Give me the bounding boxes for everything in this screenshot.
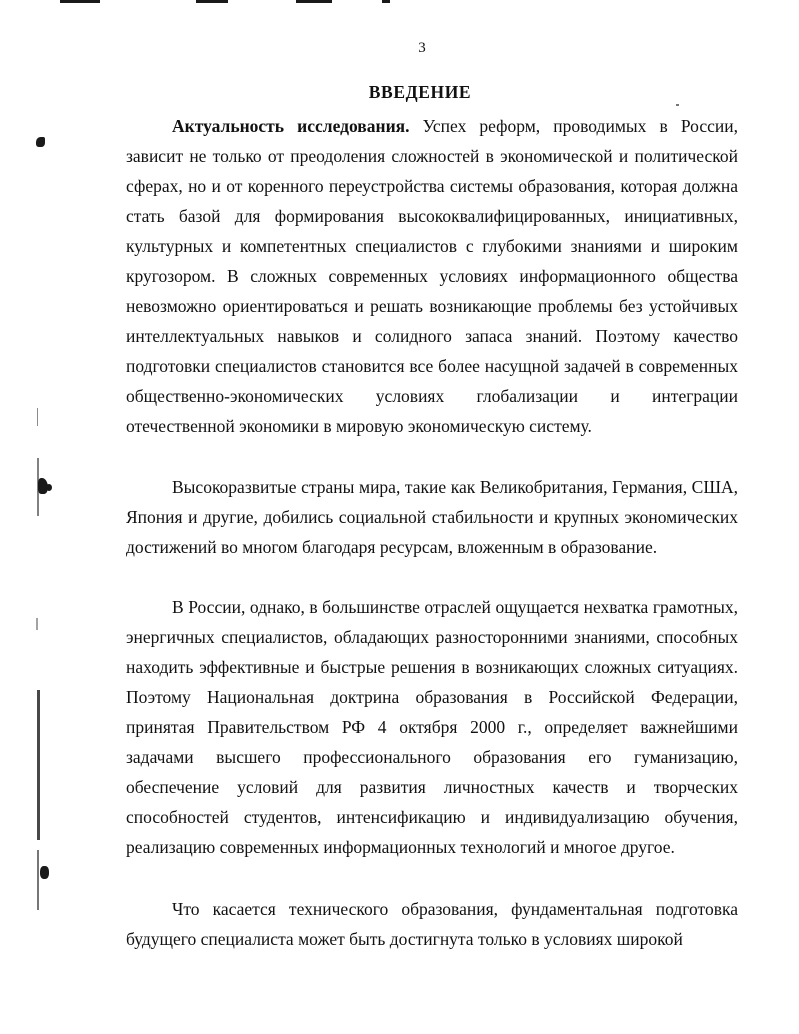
paragraph-russia <box>126 592 738 862</box>
scan-artifact <box>37 408 38 426</box>
paragraph-text: Что касается технического образования, фундаментальная подготовка будущего специалиста может быть достигнута только в условиях широкой <box>126 899 738 949</box>
scan-artifact <box>296 0 332 3</box>
scan-artifact <box>676 104 679 106</box>
scan-artifact <box>196 0 228 3</box>
scan-artifact <box>37 850 39 910</box>
scan-artifact <box>36 618 38 630</box>
scan-artifact <box>40 866 49 879</box>
scan-artifact <box>46 484 52 491</box>
scan-artifact <box>36 137 45 147</box>
paragraph-lead: Актуальность исследования. <box>172 116 410 136</box>
paragraph-text: Высокоразвитые страны мира, такие как Великобритания, Германия, США, Япония и другие, добились социальной стабильности и крупных экономических достижений во многом благодаря ресурсам, вложенным в образование. <box>126 477 738 557</box>
scan-artifact <box>382 0 390 3</box>
paragraph-technical-education <box>126 894 738 954</box>
paragraph-text: Успех реформ, проводимых в России, зависит не только от преодоления сложностей в экономической и политической сферах, но и от коренного переустройства системы образования, которая должна стать базой для формирования высококвалифицированных, инициативных, культурных и компетентных специалистов с глубокими знаниями и широким кругозором. В сложных современных условиях информационного общества невозможно ориентироваться и решать возникающие проблемы без устойчивых интеллектуальных навыков и солидного запаса знаний. Поэтому качество подготовки специалистов становится все более насущной задачей в современных общественно-экономических условиях глобализации и интеграции отечественной экономики в мировую экономическую систему. <box>126 116 738 436</box>
paragraph-relevance <box>126 111 738 441</box>
section-title: ВВЕДЕНИЕ <box>368 82 472 102</box>
paragraph-developed-countries <box>126 472 738 562</box>
page-number: 3 <box>418 40 426 56</box>
scan-artifact <box>37 690 40 840</box>
paragraph-text: В России, однако, в большинстве отраслей ощущается нехватка грамотных, энергичных специалистов, обладающих разносторонними знаниями, способных находить эффективные и быстрые решения в возникающих сложных ситуациях. Поэтому Национальная доктрина образования в Российской Федерации, принятая Правительством РФ 4 октября 2000 г., определяет важнейшими задачами высшего профессионального образования его гуманизацию, обеспечение условий для развития личностных качеств и творческих способностей студентов, интенсификацию и индивидуализацию обучения, реализацию современных информационных технологий и многое другое. <box>126 597 738 857</box>
scan-artifact <box>60 0 100 3</box>
